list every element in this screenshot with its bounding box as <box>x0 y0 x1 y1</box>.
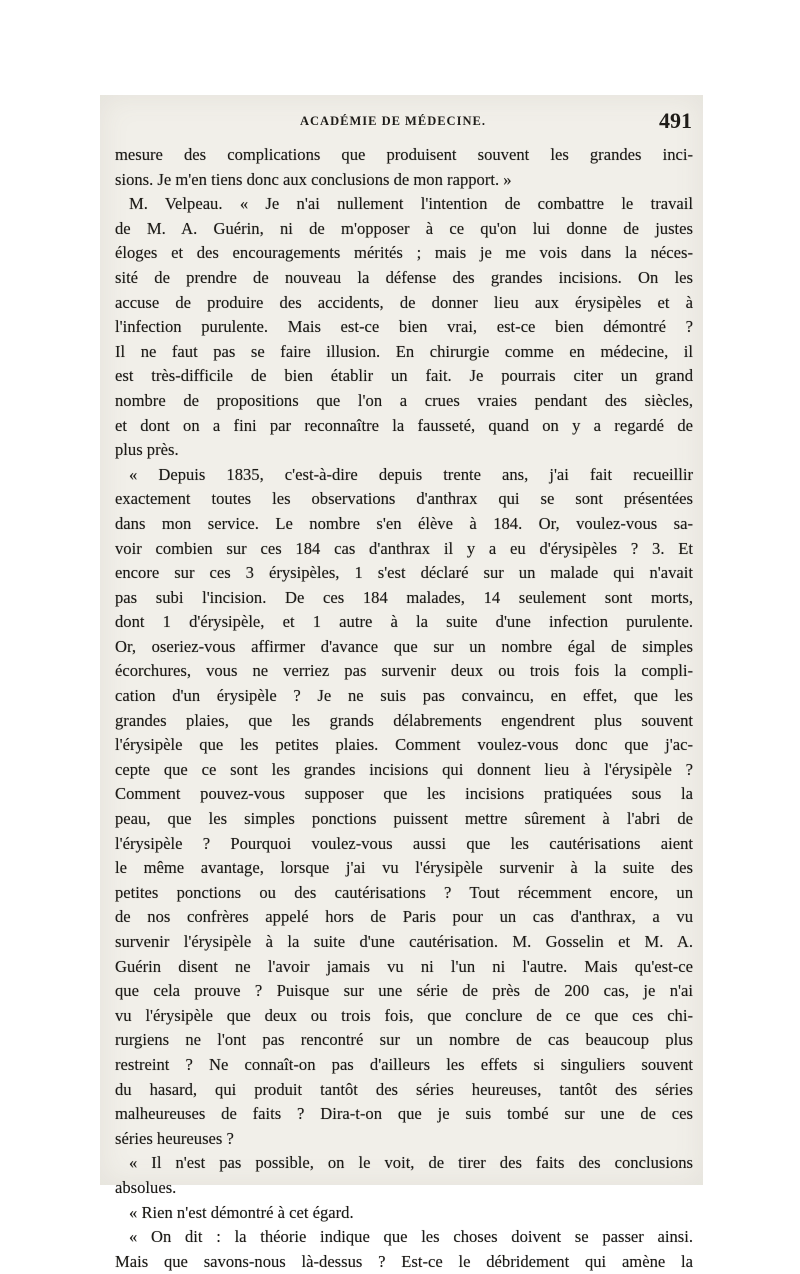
text-line: sité de prendre de nouveau la défense des grandes incisions. On les <box>115 267 693 287</box>
text-line: « On dit : la théorie indique que les choses doivent se passer ainsi. <box>129 1227 693 1247</box>
text-line: que cela prouve ? Puisque sur une série de près de 200 cas, je n'ai <box>115 981 693 1001</box>
text-line: sions. Je m'en tiens donc aux conclusions de mon rapport. » <box>115 169 512 189</box>
text-line: l'érysipèle ? Pourquoi voulez-vous aussi que les cautérisations aient <box>115 833 693 853</box>
text-line: dont 1 d'érysipèle, et 1 autre à la suite d'une infection purulente. <box>115 612 693 632</box>
text-line: Mais que savons-nous là-dessus ? Est-ce le débridement qui amène la <box>115 1251 693 1271</box>
text-line: écorchures, vous ne verriez pas survenir deux ou trois fois la compli- <box>115 661 693 681</box>
page-number: 491 <box>659 108 692 133</box>
text-line: l'érysipèle que les petites plaies. Comment voulez-vous donc que j'ac- <box>115 735 693 755</box>
text-line: le même avantage, lorsque j'ai vu l'érysipèle survenir à la suite des <box>115 858 693 878</box>
text-line: absolues. <box>115 1177 177 1197</box>
text-line: « Il n'est pas possible, on le voit, de tirer des faits des conclusions <box>129 1153 693 1173</box>
text-line: de nos confrères appelé hors de Paris pour un cas d'anthrax, a vu <box>115 907 693 927</box>
text-line: l'infection purulente. Mais est-ce bien vrai, est-ce bien démontré ? <box>115 317 693 337</box>
text-line: pas subi l'incision. De ces 184 malades, 14 seulement sont morts, <box>115 587 693 607</box>
text-line: Guérin disent ne l'avoir jamais vu ni l'un ni l'autre. Mais qu'est-ce <box>115 956 693 976</box>
text-line: malheureuses de faits ? Dira-t-on que je suis tombé sur une de ces <box>115 1104 693 1124</box>
page-header <box>300 108 692 136</box>
text-line: restreint ? Ne connaît-on pas d'ailleurs les effets si singuliers souvent <box>115 1054 693 1074</box>
text-line: est très-difficile de bien établir un fait. Je pourrais citer un grand <box>115 366 693 386</box>
text-line: grandes plaies, que les grands délabrements engendrent plus souvent <box>115 710 693 730</box>
text-line: encore sur ces 3 érysipèles, 1 s'est déclaré sur un malade qui n'avait <box>115 563 693 583</box>
text-line: exactement toutes les observations d'anthrax qui se sont présentées <box>115 489 693 509</box>
body-text <box>115 143 693 1274</box>
text-line: plus près. <box>115 440 179 460</box>
text-line: rurgiens ne l'ont pas rencontré sur un nombre de cas beaucoup plus <box>115 1030 693 1050</box>
text-line: survenir l'érysipèle à la suite d'une cautérisation. M. Gosselin et M. A. <box>115 932 693 951</box>
text-line: et dont on a fini par reconnaître la fausseté, quand on y a regardé de <box>115 415 693 435</box>
text-line: Comment pouvez-vous supposer que les incisions pratiquées sous la <box>115 784 693 804</box>
text-line: mesure des complications que produisent souvent les grandes inci- <box>115 145 693 164</box>
running-title: ACADÉMIE DE MÉDECINE. <box>300 114 486 128</box>
text-line: dans mon service. Le nombre s'en élève à 184. Or, voulez-vous sa- <box>115 513 693 533</box>
text-line: « Depuis 1835, c'est-à-dire depuis trente ans, j'ai fait recueillir <box>129 464 693 484</box>
text-line: Il ne faut pas se faire illusion. En chirurgie comme en médecine, il <box>115 341 693 361</box>
text-line: nombre de propositions que l'on a crues vraies pendant des siècles, <box>115 390 693 410</box>
text-line: peau, que les simples ponctions puissent mettre sûrement à l'abri de <box>115 809 693 829</box>
text-line: vu l'érysipèle que deux ou trois fois, que conclure de ce que ces chi- <box>115 1005 693 1025</box>
text-line: éloges et des encouragements mérités ; mais je me vois dans la néces- <box>115 243 693 263</box>
text-line: de M. A. Guérin, ni de m'opposer à ce qu'on lui donne de justes <box>115 218 693 238</box>
text-line: séries heureuses ? <box>115 1128 234 1148</box>
text-line: voir combien sur ces 184 cas d'anthrax il y a eu d'érysipèles ? 3. Et <box>115 538 693 558</box>
text-line: accuse de produire des accidents, de donner lieu aux érysipèles et à <box>115 292 693 312</box>
text-line: cation d'un érysipèle ? Je ne suis pas convaincu, en effet, que les <box>115 686 693 706</box>
text-line: « Rien n'est démontré à cet égard. <box>129 1202 354 1222</box>
text-line: Or, oseriez-vous affirmer d'avance que sur un nombre égal de simples <box>115 636 693 656</box>
text-line: cepte que ce sont les grandes incisions qui donnent lieu à l'érysipèle ? <box>115 759 693 779</box>
text-line: du hasard, qui produit tantôt des séries heureuses, tantôt des séries <box>115 1079 693 1099</box>
text-line: M. Velpeau. « Je n'ai nullement l'intention de combattre le travail <box>129 194 693 214</box>
text-line: petites ponctions ou des cautérisations ? Tout récemment encore, un <box>115 882 693 902</box>
